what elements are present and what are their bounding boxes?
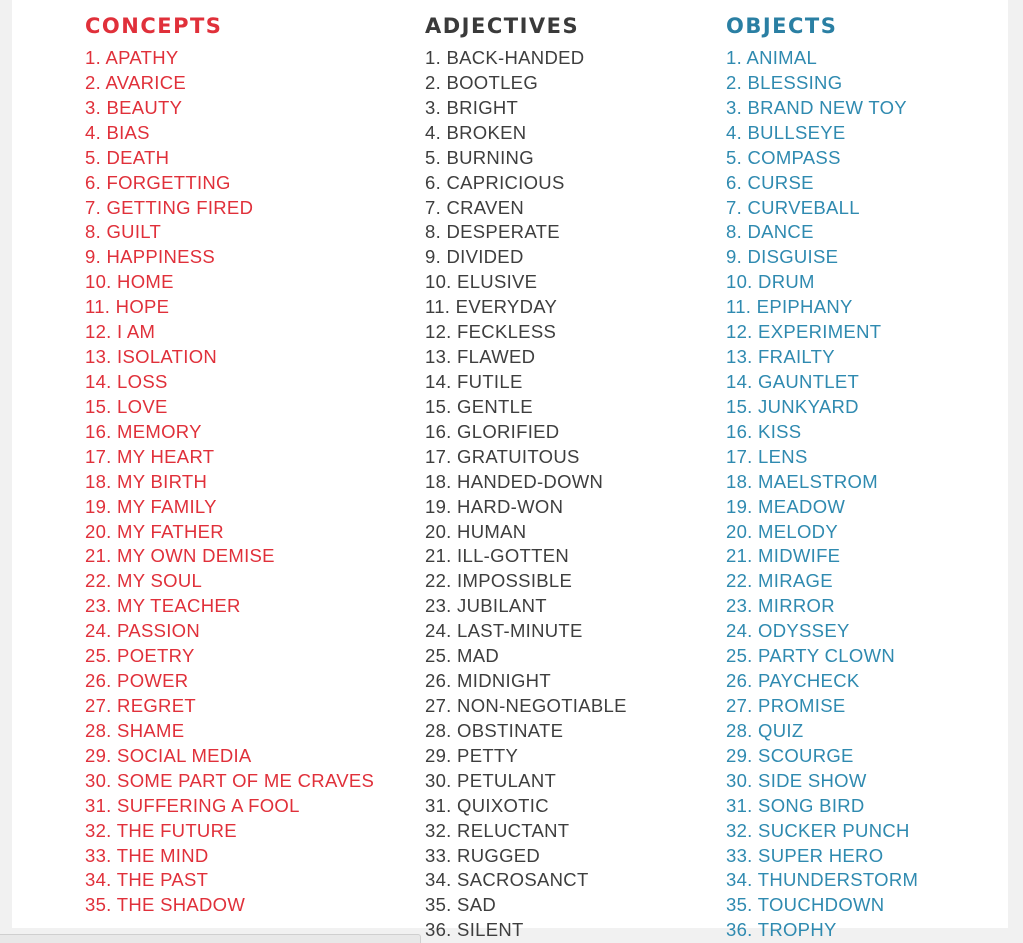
list-item: 7. CRAVEN: [425, 196, 524, 218]
list-item: 29. SOCIAL MEDIA: [85, 744, 252, 766]
list-item: 23. MY TEACHER: [85, 595, 241, 617]
list-item: 3. BEAUTY: [85, 96, 183, 118]
list-item: 21. MIDWIFE: [726, 545, 841, 567]
list-item: 11. EVERYDAY: [425, 296, 558, 318]
list-item: 14. GAUNTLET: [726, 370, 860, 392]
list-item: 4. BROKEN: [425, 121, 527, 143]
list-item: 18. MY BIRTH: [85, 470, 208, 492]
list-item: 1. ANIMAL: [726, 47, 818, 68]
list-item: 7. GETTING FIRED: [85, 196, 254, 218]
list-item: 14. FUTILE: [425, 370, 523, 392]
list-item: 19. MY FAMILY: [85, 495, 217, 517]
objects-list: [726, 46, 918, 943]
list-item: 6. FORGETTING: [85, 171, 231, 193]
list-item: 1. APATHY: [85, 47, 179, 68]
list-item: 28. SHAME: [85, 719, 185, 741]
list-item: 34. SACROSANCT: [425, 869, 589, 891]
list-item: 24. LAST-MINUTE: [425, 620, 583, 642]
list-item: 16. MEMORY: [85, 420, 202, 442]
list-item: 28. OBSTINATE: [425, 719, 564, 741]
list-item: 17. MY HEART: [85, 445, 215, 467]
status-bar: [0, 934, 421, 943]
list-item: 23. JUBILANT: [425, 595, 547, 617]
list-item: 3. BRIGHT: [425, 96, 519, 118]
list-item: 3. BRAND NEW TOY: [726, 96, 907, 118]
list-item: 10. HOME: [85, 271, 174, 293]
list-item: 11. HOPE: [85, 296, 170, 318]
list-item: 9. DIVIDED: [425, 246, 524, 268]
list-item: 33. SUPER HERO: [726, 844, 884, 866]
list-item: 20. HUMAN: [425, 520, 527, 542]
list-item: 23. MIRROR: [726, 595, 835, 617]
list-item: 30. SIDE SHOW: [726, 769, 867, 791]
list-item: 19. MEADOW: [726, 495, 846, 517]
adjectives-heading: ADJECTIVES: [425, 14, 580, 38]
list-item: 5. DEATH: [85, 146, 170, 168]
list-item: 2. AVARICE: [85, 71, 187, 93]
word-list-page: [12, 0, 1008, 941]
list-item: 16. KISS: [726, 420, 802, 442]
list-item: 26. MIDNIGHT: [425, 670, 551, 692]
list-item: 29. SCOURGE: [726, 744, 854, 766]
list-item: 31. SONG BIRD: [726, 794, 865, 816]
list-item: 31. SUFFERING A FOOL: [85, 794, 300, 816]
list-item: 27. REGRET: [85, 694, 196, 716]
list-item: 27. NON-NEGOTIABLE: [425, 694, 627, 716]
list-item: 24. PASSION: [85, 620, 201, 642]
list-item: 13. FRAILTY: [726, 346, 835, 368]
list-item: 31. QUIXOTIC: [425, 794, 549, 816]
list-item: 15. GENTLE: [425, 395, 533, 417]
list-item: 9. HAPPINESS: [85, 246, 216, 268]
list-item: 26. PAYCHECK: [726, 670, 860, 692]
concepts-heading: CONCEPTS: [85, 14, 223, 38]
list-item: 18. MAELSTROM: [726, 470, 878, 492]
list-item: 33. RUGGED: [425, 844, 541, 866]
list-item: 15. LOVE: [85, 395, 168, 417]
adjectives-list: [425, 46, 627, 943]
list-item: 22. IMPOSSIBLE: [425, 570, 573, 592]
list-item: 7. CURVEBALL: [726, 196, 860, 218]
list-item: 26. POWER: [85, 670, 189, 692]
list-item: 28. QUIZ: [726, 719, 804, 741]
list-item: 10. ELUSIVE: [425, 271, 538, 293]
list-item: 4. BULLSEYE: [726, 121, 846, 143]
list-item: 34. THE PAST: [85, 869, 209, 891]
list-item: 4. BIAS: [85, 121, 150, 143]
list-item: 21. ILL-GOTTEN: [425, 545, 570, 567]
list-item: 12. FECKLESS: [425, 321, 557, 343]
list-item: 12. I AM: [85, 321, 156, 343]
list-item: 16. GLORIFIED: [425, 420, 560, 442]
list-item: 17. GRATUITOUS: [425, 445, 580, 467]
list-item: 10. DRUM: [726, 271, 815, 293]
list-item: 9. DISGUISE: [726, 246, 839, 268]
list-item: 8. DANCE: [726, 221, 814, 243]
list-item: 15. JUNKYARD: [726, 395, 859, 417]
list-item: 30. SOME PART OF ME CRAVES: [85, 769, 375, 791]
list-item: 25. POETRY: [85, 645, 195, 667]
list-item: 25. PARTY CLOWN: [726, 645, 895, 667]
list-item: 1. BACK-HANDED: [425, 47, 585, 68]
list-item: 32. RELUCTANT: [425, 819, 570, 841]
list-item: 5. BURNING: [425, 146, 534, 168]
concepts-column: [85, 12, 374, 918]
list-item: 22. MIRAGE: [726, 570, 833, 592]
list-item: 14. LOSS: [85, 370, 168, 392]
list-item: 13. ISOLATION: [85, 346, 218, 368]
list-item: 21. MY OWN DEMISE: [85, 545, 275, 567]
list-item: 32. SUCKER PUNCH: [726, 819, 910, 841]
list-item: 11. EPIPHANY: [726, 296, 853, 318]
list-item: 20. MELODY: [726, 520, 838, 542]
list-item: 30. PETULANT: [425, 769, 557, 791]
list-item: 36. TROPHY: [726, 919, 837, 941]
list-item: 27. PROMISE: [726, 694, 846, 716]
list-item: 5. COMPASS: [726, 146, 841, 168]
list-item: 8. GUILT: [85, 221, 162, 243]
list-item: 29. PETTY: [425, 744, 519, 766]
list-item: 22. MY SOUL: [85, 570, 203, 592]
list-item: 2. BOOTLEG: [425, 71, 539, 93]
list-item: 35. TOUCHDOWN: [726, 894, 885, 916]
adjectives-column: [425, 12, 627, 943]
list-item: 36. SILENT: [425, 919, 524, 941]
list-item: 2. BLESSING: [726, 71, 843, 93]
list-item: 35. THE SHADOW: [85, 894, 246, 916]
list-item: 6. CAPRICIOUS: [425, 171, 565, 193]
objects-column: [726, 12, 918, 943]
list-item: 33. THE MIND: [85, 844, 209, 866]
concepts-list: [85, 46, 374, 918]
list-item: 12. EXPERIMENT: [726, 321, 882, 343]
list-item: 20. MY FATHER: [85, 520, 224, 542]
list-item: 13. FLAWED: [425, 346, 536, 368]
list-item: 24. ODYSSEY: [726, 620, 850, 642]
list-item: 6. CURSE: [726, 171, 814, 193]
list-item: 18. HANDED-DOWN: [425, 470, 604, 492]
objects-heading: OBJECTS: [726, 14, 838, 38]
list-item: 17. LENS: [726, 445, 808, 467]
list-item: 34. THUNDERSTORM: [726, 869, 919, 891]
list-item: 35. SAD: [425, 894, 496, 916]
list-item: 32. THE FUTURE: [85, 819, 237, 841]
list-item: 19. HARD-WON: [425, 495, 564, 517]
list-item: 25. MAD: [425, 645, 500, 667]
list-item: 8. DESPERATE: [425, 221, 560, 243]
